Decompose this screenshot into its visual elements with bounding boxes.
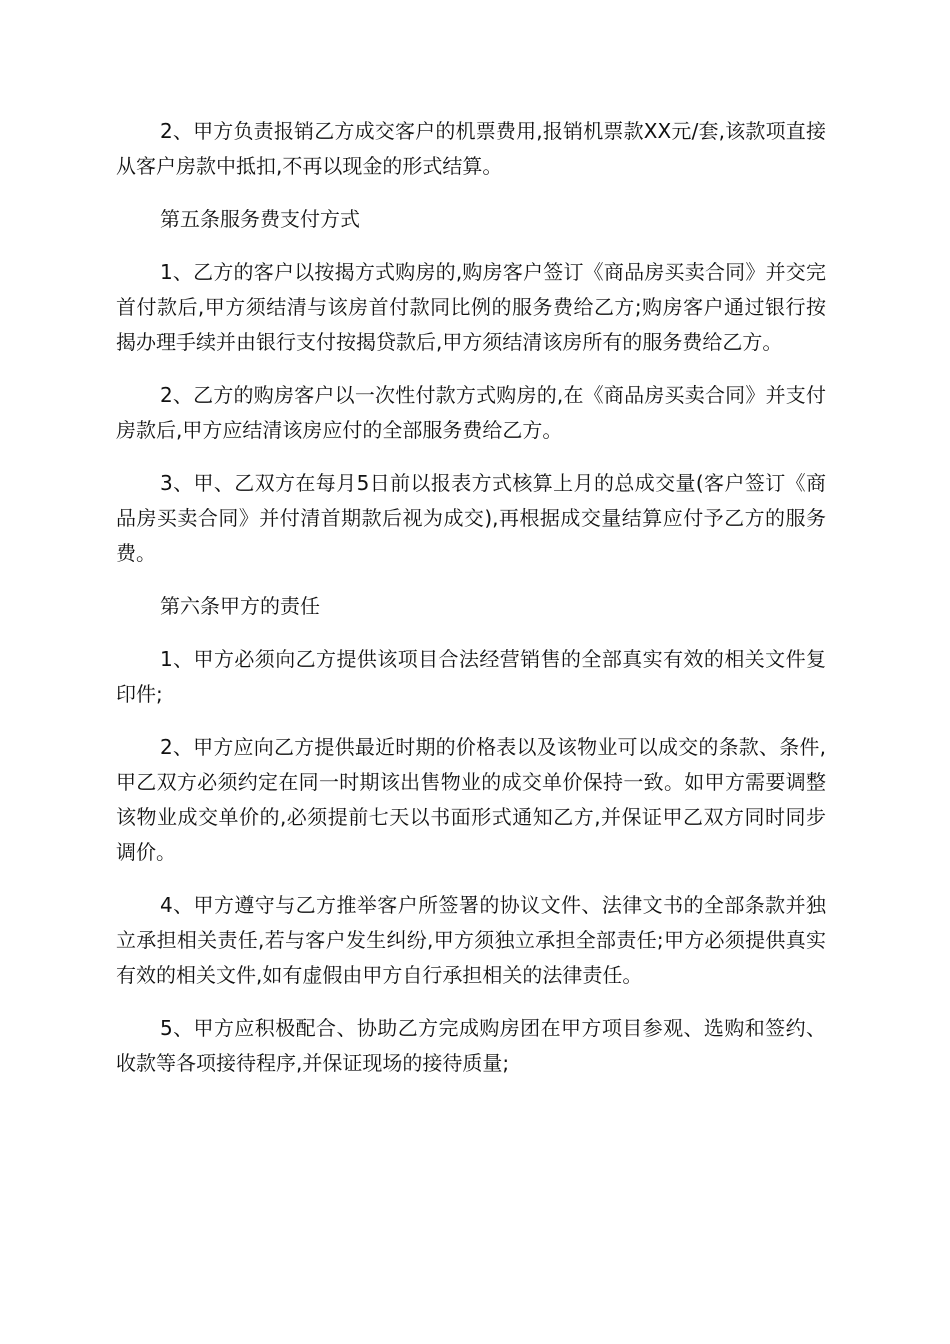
paragraph-comply-agreements: 4、甲方遵守与乙方推举客户所签署的协议文件、法律文书的全部条款并独立承担相关责任,若与客户发生纠纷,甲方须独立承担全部责任;甲方必须提供真实有效的相关文件,如有虚假由甲方自行承担相关的法律责任。 — [116, 893, 826, 987]
paragraph-lump-sum-payment: 2、乙方的购房客户以一次性付款方式购房的,在《商品房买卖合同》并支付房款后,甲方应结清该房应付的全部服务费给乙方。 — [116, 383, 826, 442]
paragraph-monthly-settlement: 3、甲、乙双方在每月5日前以报表方式核算上月的总成交量(客户签订《商品房买卖合同》并付清首期款后视为成交),再根据成交量结算应付予乙方的服务费。 — [116, 471, 826, 565]
paragraph-price-list: 2、甲方应向乙方提供最近时期的价格表以及该物业可以成交的条款、条件,甲乙双方必须约定在同一时期该出售物业的成交单价保持一致。如甲方需要调整该物业成交单价的,必须提前七天以书面形式通知乙方,并保证甲乙双方同时同步调价。 — [116, 735, 826, 864]
paragraph-mortgage-payment: 1、乙方的客户以按揭方式购房的,购房客户签订《商品房买卖合同》并交完首付款后,甲方须结清与该房首付款同比例的服务费给乙方;购房客户通过银行按揭办理手续并由银行支付按揭贷款后,甲方须结清该房所有的服务费给乙方。 — [116, 260, 826, 354]
paragraph-assist-reception: 5、甲方应积极配合、协助乙方完成购房团在甲方项目参观、选购和签约、收款等各项接待程序,并保证现场的接待质量; — [116, 1016, 826, 1075]
section-heading-article-6: 第六条甲方的责任 — [160, 594, 320, 618]
paragraph-provide-documents: 1、甲方必须向乙方提供该项目合法经营销售的全部真实有效的相关文件复印件; — [116, 647, 826, 706]
paragraph-airfare-reimbursement: 2、甲方负责报销乙方成交客户的机票费用,报销机票款XX元/套,该款项直接从客户房款中抵扣,不再以现金的形式结算。 — [116, 119, 826, 178]
document-body — [116, 114, 826, 1099]
section-heading-article-5: 第五条服务费支付方式 — [160, 207, 360, 231]
